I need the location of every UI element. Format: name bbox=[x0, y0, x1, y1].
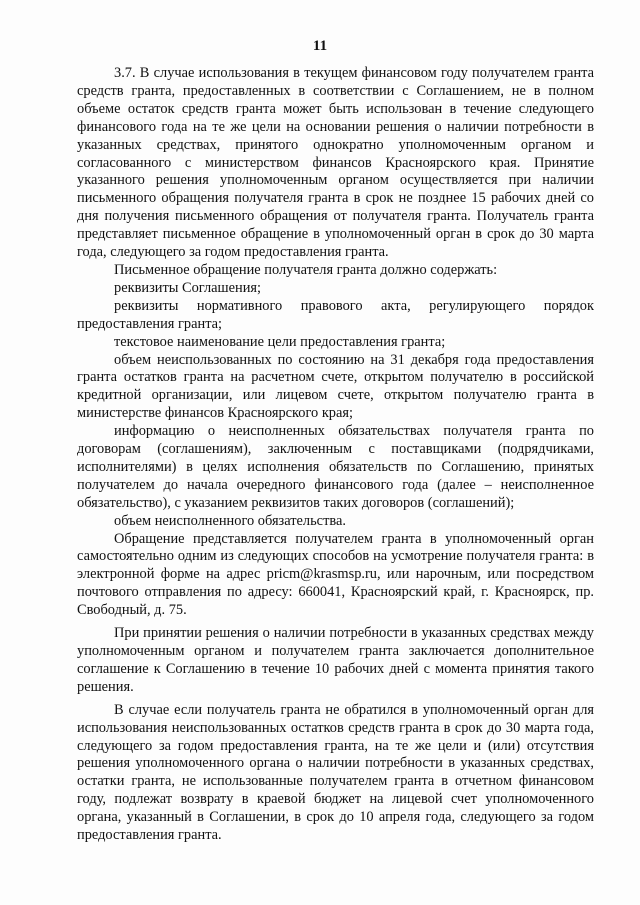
page-number: 11 bbox=[312, 38, 328, 54]
document-body bbox=[77, 65, 594, 845]
list-item: объем неиспользованных по состоянию на 31 декабря года предоставления гранта остатков гранта на расчетном счете, открытом получателю в российской кредитной организации, или лицевом счете, открытом получателю гранта в министерстве финансов Красноярского края; bbox=[77, 351, 594, 422]
list-item: реквизиты нормативного правового акта, регулирующего порядок предоставления гранта; bbox=[77, 297, 594, 332]
list-item: текстовое наименование цели предоставления гранта; bbox=[114, 333, 446, 350]
paragraph-submission: Обращение представляется получателем гранта в уполномоченный орган самостоятельно одним из следующих способов на усмотрение получателя гранта: в электронной форме на адрес pricm@krasmsp.ru, или нарочным, или посредством почтового отправления по адресу: 660041, Красноярский край, г. Красноярск, пр. Свободный, д. 75. bbox=[77, 530, 594, 619]
paragraph-3-7: 3.7. В случае использования в текущем финансовом году получателем гранта средств гранта, предоставленных в соответствии с Соглашением, не в полном объеме остаток средств гранта может быть использован в течение следующего финансового года на те же цели на основании решения о наличии потребности в указанных средствах, принятого однократно уполномоченным органом и согласованного с министерством финансов Красноярского края. Принятие указанного решения уполномоченным органом осуществляется при наличии письменного обращения получателя гранта в срок не позднее 15 рабочих дней со дня получения письменного обращения от получателя гранта. Получатель гранта представляет письменное обращение в уполномоченный орган в срок до 30 марта года, следующего за годом предоставления гранта. bbox=[77, 65, 594, 261]
paragraph-return-of-funds: В случае если получатель гранта не обратился в уполномоченный орган для использования неиспользованных остатков средств гранта в срок до 30 марта года, следующего за годом предоставления гранта, на те же цели и (или) отсутствия решения уполномоченного органа о наличии потребности в указанных средствах, остатки гранта, не использованные получателем гранта в отчетном финансовом году, подлежат возврату в краевой бюджет на лицевой счет уполномоченного органа, указанный в Соглашении, в срок до 10 апреля года, следующего за годом предоставления гранта. bbox=[77, 701, 594, 844]
list-item: реквизиты Соглашения; bbox=[114, 279, 262, 296]
paragraph-additional-agreement: При принятии решения о наличии потребности в указанных средствах между уполномоченным органом и получателем гранта заключается дополнительное соглашение к Соглашению в течение 10 рабочих дней с момента принятия такого решения. bbox=[77, 625, 594, 695]
list-item: информацию о неисполненных обязательствах получателя гранта по договорам (соглашениям), заключенным с поставщиками (подрядчиками, исполнителями) в целях исполнения обязательств по Соглашению, принятых получателем до начала очередного финансового года (далее – неисполненное обязательство), с указанием реквизитов таких договоров (соглашений); bbox=[77, 423, 594, 511]
paragraph-requirements-intro: Письменное обращение получателя гранта должно содержать: bbox=[114, 261, 498, 278]
list-item: объем неисполненного обязательства. bbox=[114, 512, 346, 529]
